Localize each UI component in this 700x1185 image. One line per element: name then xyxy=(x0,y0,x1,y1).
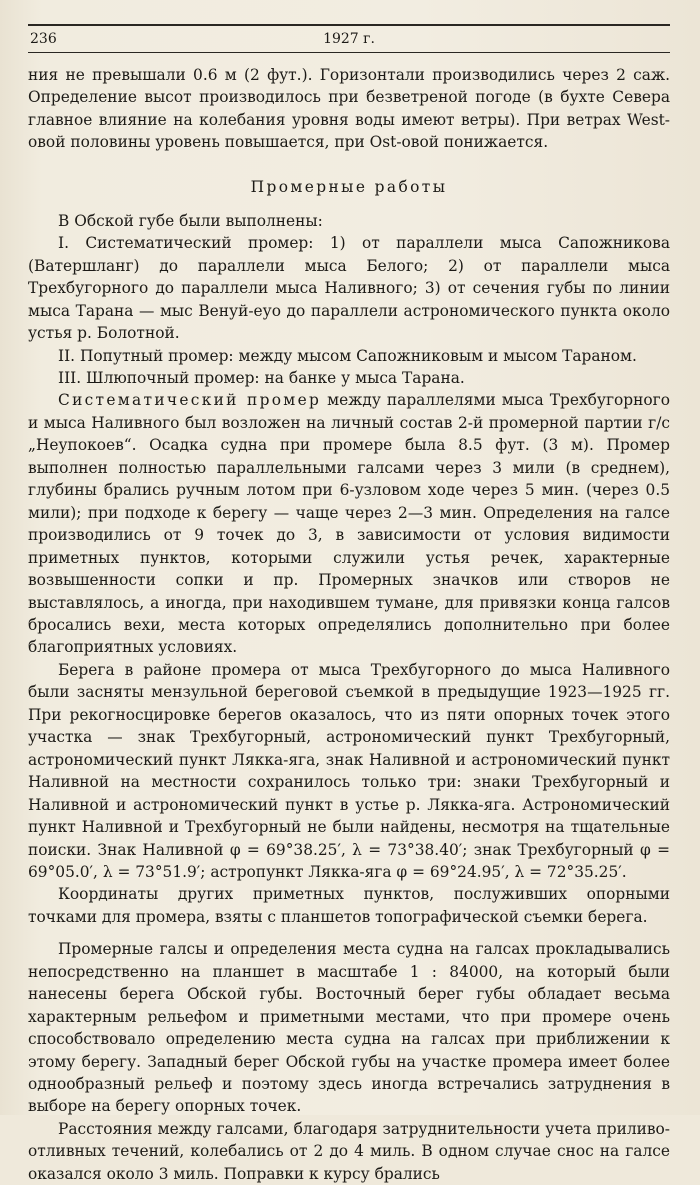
running-head-year: 1927 г. xyxy=(323,31,375,47)
paragraph-list-intro: В Обской губе были выполнены: xyxy=(58,211,323,230)
paragraph-coordinates: Координаты других приметных пунктов, послуживших опорными точками для промера, взяты с планшетов топографической съемки берега. xyxy=(28,885,670,926)
page-body xyxy=(28,64,670,1185)
paragraph-systematic-survey xyxy=(28,389,670,658)
list-item-boat: III. Шлюпочный промер: на банке у мыса Тарана. xyxy=(58,368,465,387)
paragraph-systematic-text: между параллелями мыса Трехбугорного и мыса Наливного был возложен на личный состав 2-й промерной партии г/с „Неупокоев“. Осадка судна при промере была 8.5 фут. (3 м). Промер выполнен полностью параллельными галсами через 3 мили (в среднем), глубины брались ручным лотом при 6-узловом ходе через 5 мин. (через 0.5 мили); при подходе к берегу — чаще через 2—3 мин. Определения на галсе производились от 9 точек до 3, в зависимости от условия видимости приметных пунктов, которыми служили устья речек, характерные возвышенности сопки и пр. Промерных значков или створов не выставлялось, а иногда, при находившем тумане, для привязки конца галсов бросались вехи, места которых определялись дополнительно при более благоприятных условиях. xyxy=(28,391,670,657)
list-item-systematic: I. Систематический промер: 1) от параллели мыса Сапожникова (Ватершланг) до параллели мыса Белого; 2) от параллели мыса Трехбугорного до параллели мыса Наливного; 3) от сечения губы по линии мыса Тарана — мыс Венуй-еуо до параллели астрономического пункта около устья р. Болотной. xyxy=(28,234,670,343)
page-header xyxy=(28,24,670,53)
paragraph-gap xyxy=(28,928,670,938)
paragraph-distances: Расстояния между галсами, благодаря затруднительности учета приливо-отливных течений, колебались от 2 до 4 миль. В одном случае снос на галсе оказался около 3 миль. Поправки к курсу брались xyxy=(28,1119,670,1183)
section-title: Промерные работы xyxy=(250,177,448,196)
page-number: 236 xyxy=(30,31,57,47)
paragraph-intro: ния не превышали 0.6 м (2 фут.). Горизонтали производились через 2 саж. Определение высот производилось при безветреной погоде (в бухте Севера главное влияние на колебания уровня воды имеют ветры). При ветрах West-овой половины уровень повышается, при Ost-овой понижается. xyxy=(28,66,670,152)
list-item-incidental: II. Попутный промер: между мысом Сапожниковым и мысом Тараном. xyxy=(58,346,637,365)
spaced-emphasis: Систематический промер xyxy=(58,391,322,410)
paragraph-tacks: Промерные галсы и определения места судна на галсах прокладывались непосредственно на планшет в масштабе 1 : 84000, на который были нанесены берега Обской губы. Восточный берег губы обладает весьма характерным рельефом и приметными местами, что при промере очень способствовало определению места судна на галсах при приближении к этому берегу. Западный берег Обской губы на участке промера имеет более однообразный рельеф и поэтому здесь иногда встречались затруднения в выборе на берегу опорных точек. xyxy=(28,940,670,1116)
paragraph-shores: Берега в районе промера от мыса Трехбугорного до мыса Наливного были засняты мензульной береговой съемкой в предыдущие 1923—1925 гг. При рекогносцировке берегов оказалось, что из пяти опорных точек этого участка — знак Трехбугорный, астрономический пункт Трехбугорный, астрономический пункт Лякка-яга, знак Наливной и астрономический пункт Наливной на местности сохранилось только три: знаки Трехбугорный и Наливной и астрономический пункт в устье р. Лякка-яга. Астрономический пункт Наливной и Трехбугорный не были найдены, несмотря на тщательные поиски. Знак Наливной φ = 69°38.25′, λ = 73°38.40′; знак Трехбугорный φ = 69°05.0′, λ = 73°51.9′; астропункт Лякка-яга φ = 69°24.95′, λ = 72°35.25′. xyxy=(28,660,670,881)
